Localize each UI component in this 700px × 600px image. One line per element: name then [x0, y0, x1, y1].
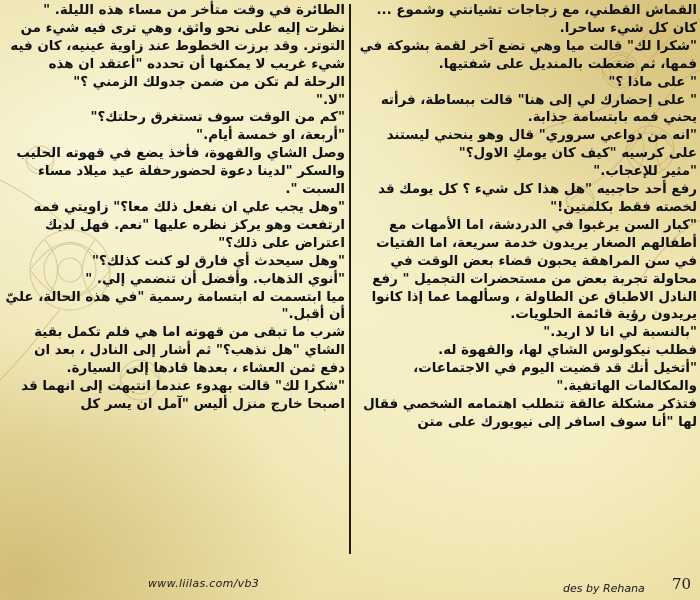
paragraph: "شكرا لك" قالت ميا وهي تضع آخر لقمة بشوكة في فمها، ثم ضغطت بالمنديل على شفتيها. [355, 38, 697, 72]
paragraph: "وهل سيحدث أي فارق لو كنت كذلك؟" [92, 253, 345, 269]
paragraph: الطائرة في وقت متأخر من مساء هذه الليلة. " نظرت إليه على نحو واثق، وهي ترى فيه شيء من التوتر. وقد برزت الخطوط عند زاوية عينيه، كان فيه شيء غريب لا يمكنها أن تحدده "أعتقد ان هذه الرحلة لم تكن من ضمن جدولك الزمني ؟" [5, 3, 345, 90]
designer-credit: des by Rehana [563, 582, 645, 595]
left-text-column [0, 2, 345, 414]
paragraph: "شكرا لك" قالت بهدوء عندما انتبهت إلى انهما قد اصبحا خارج منزل أليس "آمل ان يسر كل [16, 379, 345, 412]
site-url: www.liilas.com/vb3 [148, 577, 260, 590]
paragraph: "لا." [315, 92, 345, 108]
paragraph: " على إحضارك لي إلى هنا" قالت ببساطة، فرأته يحني فمه بابتسامة جذابة. [376, 92, 697, 126]
paragraph: ميا ابتسمت له ابتسامة رسمية "في هذه الحالة، عليّ أن أقبل." [0, 289, 345, 323]
paragraph: "بالنسبة لي انا لا اريد." [543, 325, 697, 341]
paragraph: "أربعة، او خمسة أيام." [196, 128, 345, 144]
paragraph: "انه من دواعي سروري" قال وهو ينحني ليستند على كرسيه "كيف كان يومكِ الاول؟" [382, 128, 697, 162]
right-text-column [357, 2, 697, 432]
paragraph: فتذكر مشكلة عالقة تتطلب اهتمامه الشخصي فقال لها "أنا سوف اسافر إلى نيويورك على متن [358, 396, 697, 430]
paragraph: رفع أحد حاجبيه "هل هذا كل شيء ؟ كل يومك قد لخصته فقط بكلمتين!" [373, 182, 697, 215]
paragraph: القماش القطني، مع زجاجات تشيانتي وشموع ... كان كل شيء ساحرا. [371, 3, 697, 36]
paragraph: "كبار السن يرغبوا في الدردشة، اما الأمهات مع أطفالهم الصغار يريدون خدمة سريعة، اما الفتيات في سن المراهقة يحبون قضاء بعض الوقت في محاولة تجربة بعض من مستحضرات التجميل " رفع النادل الاطباق عن الطاولة ، وسألهما عما إذا كانوا يريدون رؤية قائمة الحلويات. [366, 217, 697, 323]
paragraph: " على ماذا ؟" [608, 74, 697, 90]
paragraph: "أتخيل أنك قد قضيت اليوم في الاجتماعات، والمكالمات الهاتفية." [408, 361, 697, 395]
paragraph: شرب ما تبقى من قهوته اما هي فلم تكمل بقية الشاي "هل نذهب؟" ثم أشار إلى النادل ، بعد ان دفع ثمن العشاء ، بعدها قادها إلى السيارة. [29, 325, 345, 377]
paragraph: "وهل يجب علي ان نفعل ذلك معا؟" زاويتي فمه ارتفعت وهو يركز نظره عليها "نعم. فهل لديك اعتراض على ذلك؟" [28, 199, 345, 251]
column-divider [349, 4, 351, 554]
paragraph: "أنوي الذهاب. وأفضل أن تنضمي إلي. " [85, 271, 345, 287]
page-number: 70 [672, 575, 692, 593]
paragraph: "كم من الوقت سوف تستغرق رحلتك؟" [90, 110, 345, 126]
paragraph: "مثير للإعجاب." [593, 164, 697, 180]
paragraph: فطلب نيكولوس الشاي لها، والقهوة له. [438, 343, 697, 359]
paragraph: وصل الشاي والقهوة، فأخذ يضع في قهوته الحليب والسكر "لدينا دعوة لحضورحفلة عيد ميلاد مساء السبت ". [11, 146, 345, 198]
